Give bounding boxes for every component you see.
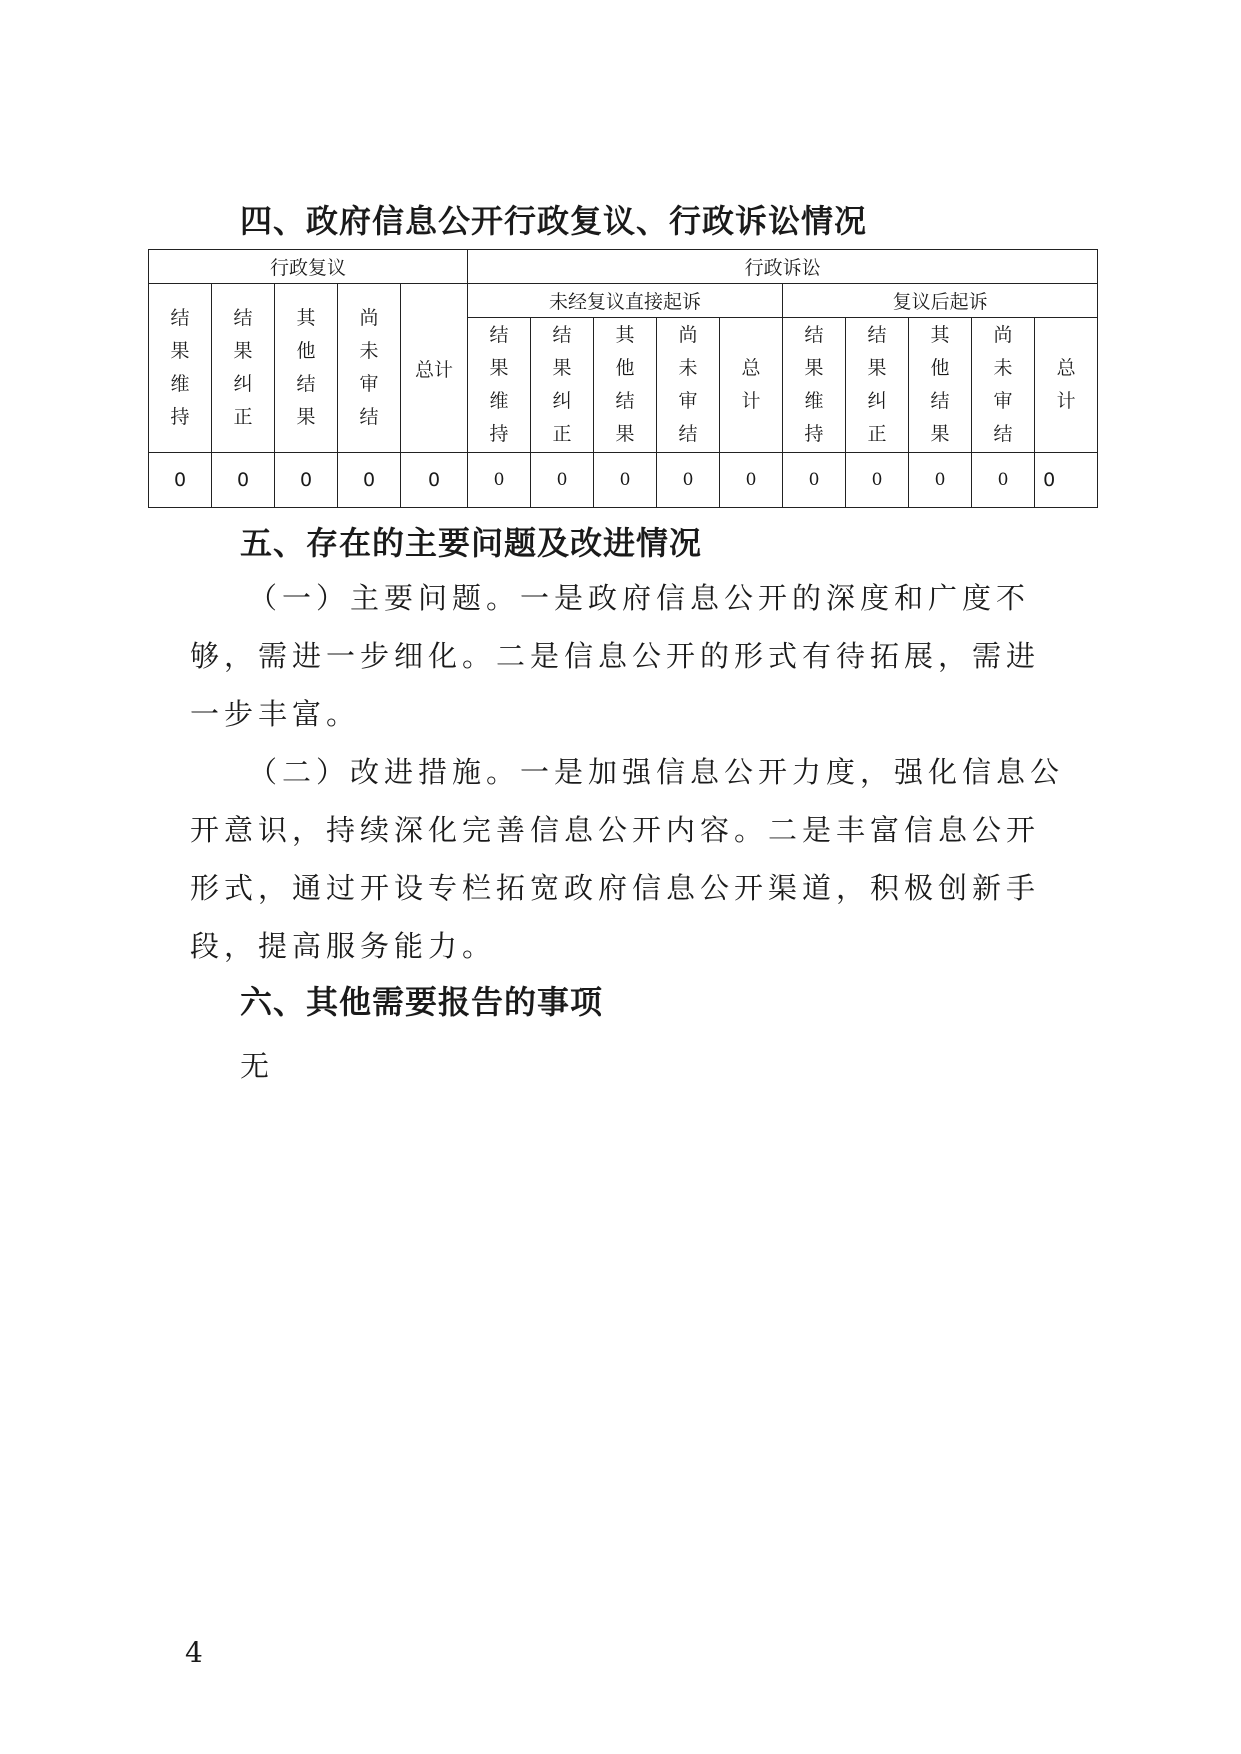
direct-value-cell: 0 xyxy=(468,453,531,508)
after-value-cell: 0 xyxy=(783,453,846,508)
direct-col-header: 其他结果 xyxy=(594,318,657,453)
review-value-cell: 0 xyxy=(149,453,212,508)
review-col-header: 其他结果 xyxy=(275,284,338,453)
section6-title: 六、其他需要报告的事项 xyxy=(240,983,604,1021)
review-value-cell: 0 xyxy=(212,453,275,508)
problems-paragraph: （一）主要问题。一是政府信息公开的深度和广度不够，需进一步细化。二是信息公开的形式有待拓展，需进一步丰富。 xyxy=(190,581,1041,731)
after-col-header: 尚未审结 xyxy=(972,318,1035,453)
review-col-header: 结果纠正 xyxy=(212,284,275,453)
review-litigation-table xyxy=(148,249,1098,508)
improvements-paragraph: （二）改进措施。一是加强信息公开力度，强化信息公开意识，持续深化完善信息公开内容。二是丰富信息公开形式，通过开设专栏拓宽政府信息公开渠道，积极创新手段，提高服务能力。 xyxy=(190,755,1065,963)
review-col-header: 结果维持 xyxy=(149,284,212,453)
direct-value-cell: 0 xyxy=(531,453,594,508)
section4-title: 四、政府信息公开行政复议、行政诉讼情况 xyxy=(240,202,868,240)
direct-col-header: 尚未审结 xyxy=(657,318,720,453)
after-value-cell: 0 xyxy=(972,453,1035,508)
direct-value-cell: 0 xyxy=(657,453,720,508)
review-value-cell: 0 xyxy=(401,453,468,508)
page-number: 4 xyxy=(185,1636,203,1669)
after-total-header: 总计 xyxy=(1035,318,1098,453)
section5-title: 五、存在的主要问题及改进情况 xyxy=(240,524,703,562)
review-total-header: 总计 xyxy=(401,284,468,453)
direct-suit-header: 未经复议直接起诉 xyxy=(468,284,783,318)
review-col-header: 尚未审结 xyxy=(338,284,401,453)
admin-review-header: 行政复议 xyxy=(149,250,468,284)
direct-value-cell: 0 xyxy=(594,453,657,508)
direct-value-cell: 0 xyxy=(720,453,783,508)
after-value-cell: 0 xyxy=(1035,453,1098,508)
after-col-header: 其他结果 xyxy=(909,318,972,453)
direct-col-header: 结果纠正 xyxy=(531,318,594,453)
admin-litigation-header: 行政诉讼 xyxy=(468,250,1098,284)
review-value-cell: 0 xyxy=(338,453,401,508)
after-col-header: 结果维持 xyxy=(783,318,846,453)
direct-total-header: 总计 xyxy=(720,318,783,453)
after-value-cell: 0 xyxy=(846,453,909,508)
after-review-suit-header: 复议后起诉 xyxy=(783,284,1098,318)
review-value-cell: 0 xyxy=(275,453,338,508)
direct-col-header: 结果维持 xyxy=(468,318,531,453)
after-value-cell: 0 xyxy=(909,453,972,508)
after-col-header: 结果纠正 xyxy=(846,318,909,453)
section6-content: 无 xyxy=(240,1049,270,1083)
